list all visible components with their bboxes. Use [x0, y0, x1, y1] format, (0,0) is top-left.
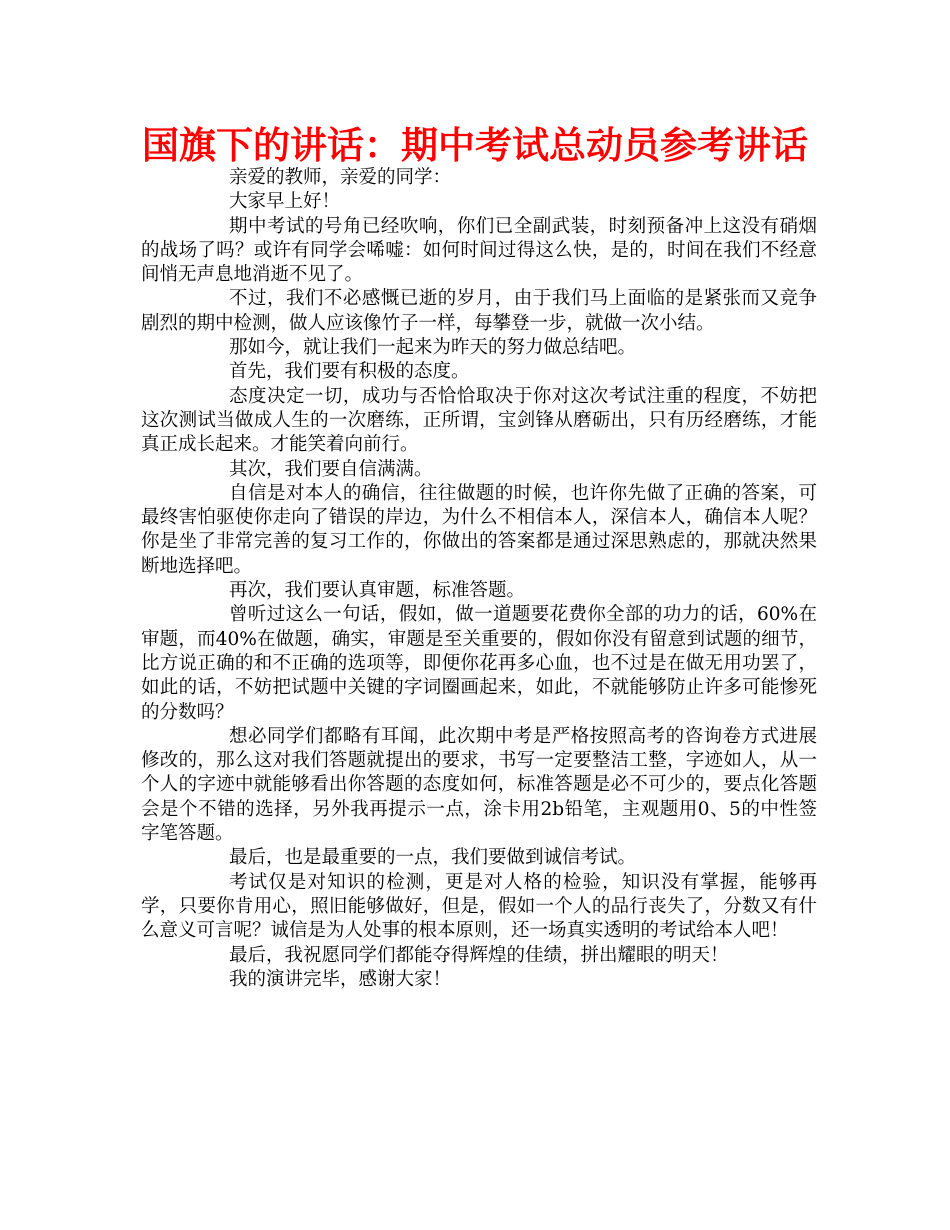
paragraph: 其次，我们要自信满满。 [229, 458, 433, 480]
paragraph: 曾听过这么一句话，假如，做一道题要花费你全部的功力的话，60%在审题，而40%在做题，确实，审题是至关重要的，假如你没有留意到试题的细节，比方说正确的和不正确的选项等，即便你花再多心血，也不过是在做无用功罢了，如此的话，不妨把试题中关键的字词圈画起来，如此，不就能够防止许多可能惨死的分数吗？ [141, 604, 817, 723]
paragraph-greeting: 亲爱的教师，亲爱的同学： [229, 167, 452, 188]
paragraph-wishes: 最后，我祝愿同学们都能夺得辉煌的佳绩，拼出耀眼的明天！ [229, 944, 729, 966]
paragraph-good-morning: 大家早上好！ [229, 191, 341, 213]
paragraph: 自信是对本人的确信，往往做题的时候，也许你先做了正确的答案，可最终害怕驱使你走向了错误的岸边，为什么不相信本人，深信本人，确信本人呢？你是坐了非常完善的复习工作的，你做出的答案都是通过深思熟虑的，那就决然果断地选择吧。 [141, 482, 817, 577]
paragraph: 最后，也是最重要的一点，我们要做到诚信考试。 [229, 847, 637, 869]
paragraph: 那如今，就让我们一起来为昨天的努力做总结吧。 [229, 337, 637, 359]
paragraph: 考试仅是对知识的检测，更是对人格的检验，知识没有掌握，能够再学，只要你肯用心，照旧能够做好，但是，假如一个人的品行丧失了，分数又有什么意义可言呢？诚信是为人处事的根本原则，还一场真实透明的考试给本人吧！ [141, 871, 817, 942]
paragraph: 期中考试的号角已经吹响，你们已全副武装，时刻预备冲上这没有硝烟的战场了吗？或许有同学会唏嘘：如何时间过得这么快，是的，时间在我们不经意间悄无声息地消逝不见了。 [141, 215, 817, 286]
paragraph: 首先，我们要有积极的态度。 [229, 361, 470, 383]
paragraph-closing: 我的演讲完毕，感谢大家！ [229, 968, 452, 990]
paragraph: 态度决定一切，成功与否恰恰取决于你对这次考试注重的程度，不妨把这次测试当做成人生的一次磨练，正所谓，宝剑锋从磨砺出，只有历经磨练，才能真正成长起来。才能笑着向前行。 [141, 385, 817, 456]
paragraph: 不过，我们不必感慨已逝的岁月，由于我们马上面临的是紧张而又竞争剧烈的期中检测，做人应该像竹子一样，每攀登一步，就做一次小结。 [141, 288, 817, 334]
document-body [141, 166, 817, 992]
document-title: 国旗下的讲话：期中考试总动员参考讲话 [142, 124, 808, 167]
paragraph: 再次，我们要认真审题，标准答题。 [229, 580, 526, 602]
paragraph: 想必同学们都略有耳闻，此次期中考是严格按照高考的咨询卷方式进展修改的，那么这对我们答题就提出的要求，书写一定要整洁工整，字迹如人，从一个人的字迹中就能够看出你答题的态度如何，标准答题是必不可少的，要点化答题会是个不错的选择，另外我再提示一点，涂卡用2b铅笔，主观题用0、5的中性签字笔答题。 [141, 725, 817, 845]
